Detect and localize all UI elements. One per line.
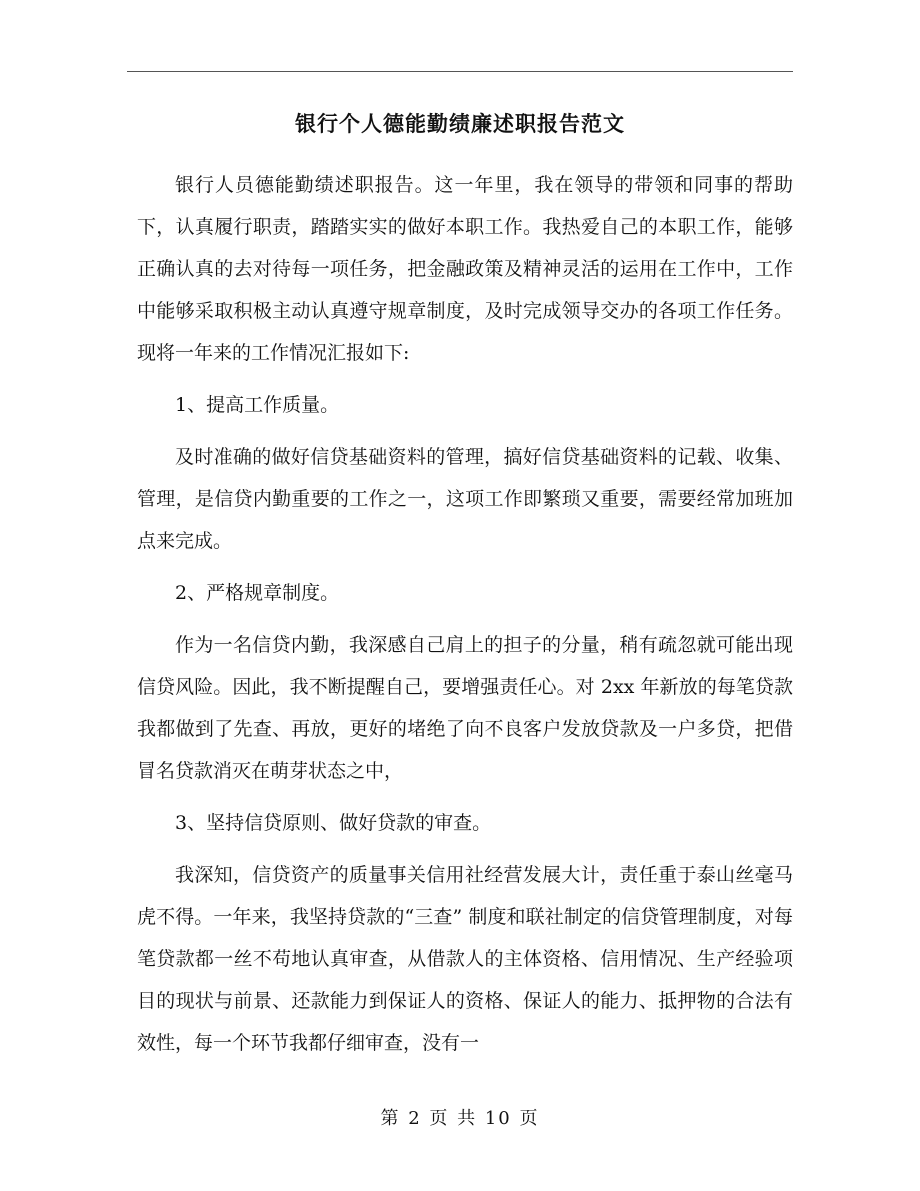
- page-title: 银行个人德能勤绩廉述职报告范文: [295, 111, 625, 136]
- intro-paragraph: 银行人员德能勤绩述职报告。这一年里，我在领导的带领和同事的帮助下，认真履行职责，踏踏实实的做好本职工作。我热爱自己的本职工作，能够正确认真的去对待每一项任务，把金融政策及精神灵活的运用在工作中，工作中能够采取积极主动认真遵守规章制度，及时完成领导交办的各项工作任务。现将一年来的工作情况汇报如下:: [137, 174, 793, 364]
- document-body: [137, 164, 793, 1064]
- page-number: 第 2 页 共 10 页: [380, 1108, 540, 1129]
- section-body-3: 我深知，信贷资产的质量事关信用社经营发展大计，责任重于泰山丝毫马虎不得。一年来，我坚持贷款的“三查” 制度和联社制定的信贷管理制度，对每笔贷款都一丝不苟地认真审查，从借款人的主体资格、信用情况、生产经验项目的现状与前景、还款能力到保证人的资格、保证人的能力、抵押物的合法有效性，每一个环节我都仔细审查，没有一: [137, 864, 793, 1054]
- section-heading-3: 3、坚持信贷原则、做好贷款的审查。: [175, 812, 492, 834]
- section-heading-2: 2、严格规章制度。: [175, 582, 340, 604]
- section-body-2: 作为一名信贷内勤，我深感自己肩上的担子的分量，稍有疏忽就可能出现信贷风险。因此，我不断提醒自己，要增强责任心。对 2xx 年新放的每笔贷款我都做到了先查、再放，更好的堵绝了向不良客户发放贷款及一户多贷，把借冒名贷款消灭在萌芽状态之中，: [137, 634, 793, 782]
- header-rule: [127, 71, 793, 72]
- section-body-1: 及时准确的做好信贷基础资料的管理，搞好信贷基础资料的记载、收集、管理，是信贷内勤重要的工作之一，这项工作即繁琐又重要，需要经常加班加点来完成。: [137, 446, 793, 552]
- section-heading-1: 1、提高工作质量。: [175, 394, 340, 416]
